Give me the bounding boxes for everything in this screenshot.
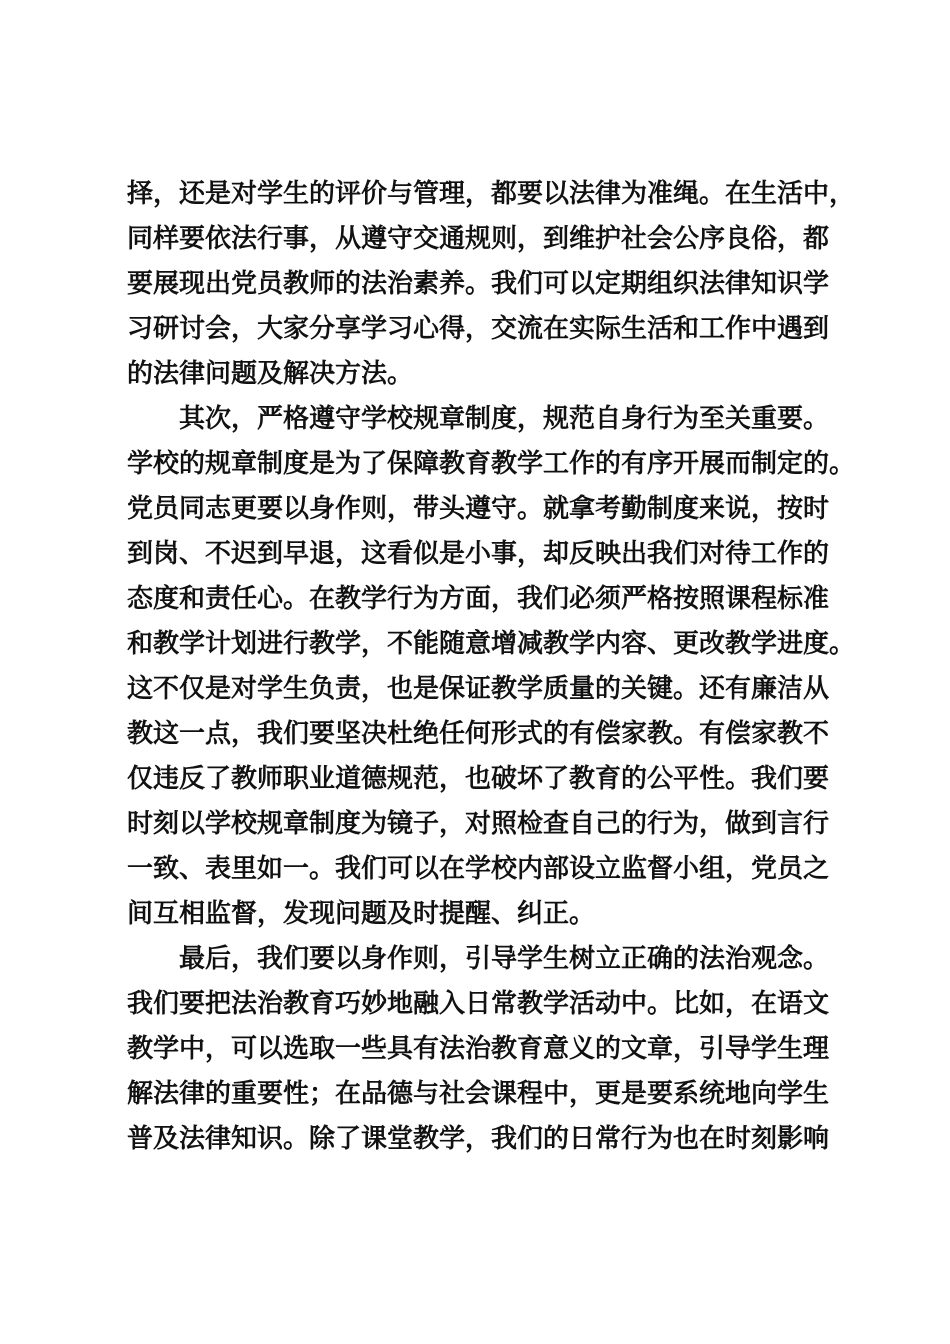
text-line: 同样要依法行事，从遵守交通规则，到维护社会公序良俗，都 — [127, 224, 830, 254]
paragraph-2 — [127, 397, 856, 937]
text-line: 普及法律知识。除了课堂教学，我们的日常行为也在时刻影响 — [127, 1124, 830, 1154]
text-line: 时刻以学校规章制度为镜子，对照检查自己的行为，做到言行 — [127, 809, 830, 839]
text-line: 间互相监督，发现问题及时提醒、纠正。 — [127, 899, 596, 929]
text-line: 这不仅是对学生负责，也是保证教学质量的关键。还有廉洁从 — [127, 674, 830, 704]
text-line: 学校的规章制度是为了保障教育教学工作的有序开展而制定的。 — [127, 449, 856, 479]
text-line: 教这一点，我们要坚决杜绝任何形式的有偿家教。有偿家教不 — [127, 719, 830, 749]
text-line: 解法律的重要性；在品德与社会课程中，更是要系统地向学生 — [127, 1079, 830, 1109]
text-line: 到岗、不迟到早退，这看似是小事，却反映出我们对待工作的 — [127, 539, 830, 569]
text-line: 教学中，可以选取一些具有法治教育意义的文章，引导学生理 — [127, 1034, 830, 1064]
document-body — [127, 172, 856, 1162]
text-line: 要展现出党员教师的法治素养。我们可以定期组织法律知识学 — [127, 269, 830, 299]
text-line: 择，还是对学生的评价与管理，都要以法律为准绳。在生活中， — [127, 179, 856, 209]
text-line: 一致、表里如一。我们可以在学校内部设立监督小组，党员之 — [127, 854, 830, 884]
text-line: 和教学计划进行教学，不能随意增减教学内容、更改教学进度。 — [127, 629, 856, 659]
text-line: 的法律问题及解决方法。 — [127, 359, 414, 389]
paragraph-3 — [127, 937, 849, 1162]
text-line: 仅违反了教师职业道德规范，也破坏了教育的公平性。我们要 — [127, 764, 830, 794]
text-line: 其次，严格遵守学校规章制度，规范自身行为至关重要。 — [127, 404, 830, 434]
text-line: 习研讨会，大家分享学习心得，交流在实际生活和工作中遇到 — [127, 314, 830, 344]
text-line: 党员同志更要以身作则，带头遵守。就拿考勤制度来说，按时 — [127, 494, 830, 524]
text-line: 我们要把法治教育巧妙地融入日常教学活动中。比如，在语文 — [127, 989, 830, 1019]
text-line: 态度和责任心。在教学行为方面，我们必须严格按照课程标准 — [127, 584, 830, 614]
text-line: 最后，我们要以身作则，引导学生树立正确的法治观念。 — [127, 944, 830, 974]
paragraph-1 — [127, 172, 856, 397]
